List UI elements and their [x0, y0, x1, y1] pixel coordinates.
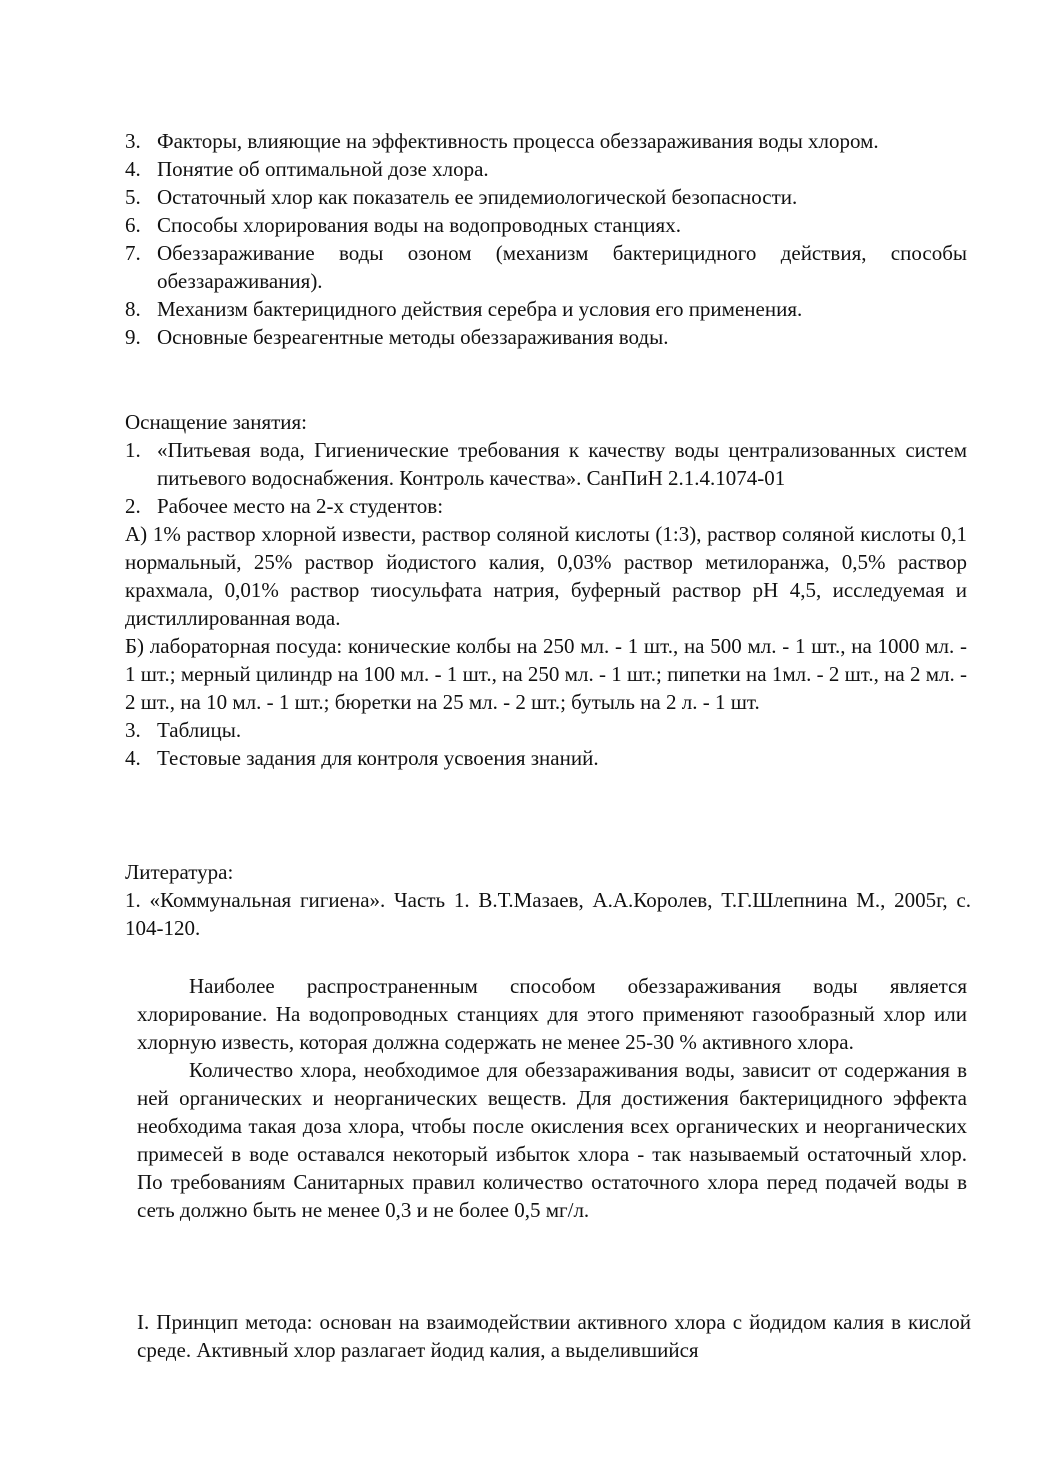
questions-list: [125, 127, 967, 351]
literature-heading: Литература:: [125, 860, 234, 884]
list-item-number: 3.: [125, 129, 141, 153]
list-item-text: Рабочее место на 2-х студентов:: [157, 494, 444, 518]
list-item-text: Основные безреагентные методы обеззараживания воды.: [157, 325, 669, 349]
reagents-paragraph: А) 1% раствор хлорной извести, раствор соляной кислоты (1:3), раствор соляной кислоты 0,1 нормальный, 25% раствор йодистого калия, 0,03% раствор метилоранжа, 0,5% раствор крахмала, 0,01% раствор тиосульфата натрия, буферный раствор рН 4,5, исследуемая и дистиллированная вода.: [125, 522, 967, 630]
list-item-text: Остаточный хлор как показатель ее эпидемиологической безопасности.: [157, 185, 798, 209]
list-item-number: 2.: [125, 494, 141, 518]
list-item-text: Понятие об оптимальной дозе хлора.: [157, 157, 489, 181]
list-item: [125, 492, 967, 520]
body-text: [137, 972, 967, 1224]
list-item: [125, 295, 967, 323]
literature-item-text: «Коммунальная гигиена». Часть 1. В.Т.Мазаев, А.А.Королев, Т.Г.Шлепнина М., 2005г, с. 104-120.: [125, 888, 971, 940]
list-item: [125, 211, 967, 239]
equipment-section: [125, 408, 967, 772]
list-item-text: Обеззараживание воды озоном (механизм бактерицидного действия, способы обеззараживания).: [157, 241, 967, 293]
list-item-number: 4.: [125, 157, 141, 181]
list-item-text: Способы хлорирования воды на водопроводных станциях.: [157, 213, 681, 237]
list-item-number: 1.: [125, 438, 141, 462]
list-item: [125, 436, 967, 492]
literature-item: [125, 886, 971, 942]
list-item: [125, 716, 967, 744]
list-item: [125, 127, 967, 155]
principle-text: I. Принцип метода: основан на взаимодействии активного хлора с йодидом калия в кислой среде. Активный хлор разлагает йодид калия, а выделившийся: [137, 1310, 971, 1362]
list-item-number: 6.: [125, 213, 141, 237]
list-item: [125, 744, 967, 772]
list-item-text: Факторы, влияющие на эффективность процесса обеззараживания воды хлором.: [157, 129, 879, 153]
list-item-text: Механизм бактерицидного действия серебра и условия его применения.: [157, 297, 803, 321]
list-item: [125, 183, 967, 211]
list-item-number: 7.: [125, 241, 141, 265]
list-item-number: 5.: [125, 185, 141, 209]
list-item-text: Таблицы.: [157, 718, 242, 742]
principle-paragraph: [137, 1308, 971, 1364]
list-item: [125, 239, 967, 295]
paragraph: Количество хлора, необходимое для обеззараживания воды, зависит от содержания в ней органических и неорганических веществ. Для достижения бактерицидного эффекта необходима такая доза хлора, чтобы после окисления всех органических и неорганических примесей в воде оставался некоторый избыток хлора - так называемый остаточный хлор. По требованиям Санитарных правил количество остаточного хлора перед подачей воды в сеть должно быть не менее 0,3 и не более 0,5 мг/л.: [137, 1058, 967, 1222]
literature-section: [125, 858, 971, 942]
list-item-text: «Питьевая вода, Гигиенические требования к качеству воды централизованных систем питьевого водоснабжения. Контроль качества». СанПиН 2.1.4.1074-01: [157, 438, 967, 490]
list-item-number: 9.: [125, 325, 141, 349]
paragraph: Наиболее распространенным способом обеззараживания воды является хлорирование. На водопроводных станциях для этого применяют газообразный хлор или хлорную известь, которая должна содержать не менее 25-30 % активного хлора.: [137, 974, 967, 1054]
list-item-number: 4.: [125, 746, 141, 770]
labware-paragraph: Б) лабораторная посуда: конические колбы на 250 мл. - 1 шт., на 500 мл. - 1 шт., на 1000 мл. - 1 шт.; мерный цилиндр на 100 мл. - 1 шт., на 250 мл. - 1 шт.; пипетки на 1мл. - 2 шт., на 2 мл. - 2 шт., на 10 мл. - 1 шт.; бюретки на 25 мл. - 2 шт.; бутыль на 2 л. - 1 шт.: [125, 634, 967, 714]
list-item-number: 3.: [125, 718, 141, 742]
list-item: [125, 155, 967, 183]
list-item: [125, 323, 967, 351]
list-item-number: 8.: [125, 297, 141, 321]
equipment-heading: Оснащение занятия:: [125, 410, 308, 434]
literature-item-number: 1.: [125, 888, 141, 912]
list-item-text: Тестовые задания для контроля усвоения знаний.: [157, 746, 599, 770]
